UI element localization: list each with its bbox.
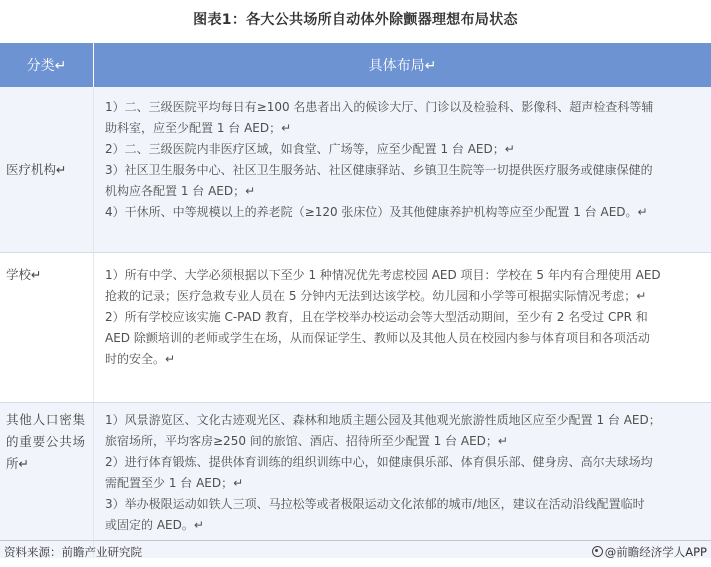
- header-layout: 具体布局↵: [94, 43, 711, 87]
- category-cell: 学校↵: [0, 253, 94, 403]
- layout-line: 3）举办极限运动如铁人三项、马拉松等或者极限运动文化浓郁的城市/地区，建议在活动沿线配置临时: [105, 497, 645, 511]
- layout-line: 2）所有学校应该实施 C-PAD 教育，且在学校举办校运动会等大型活动期间，至少有 2 名受过 CPR 和: [105, 310, 648, 324]
- layout-table: [0, 43, 711, 558]
- layout-line: 旅宿场所，平均客房≥250 间的旅馆、酒店、招待所至少配置 1 台 AED；↵: [105, 434, 508, 448]
- layout-line: 1）二、三级医院平均每日有≥100 名患者出入的候诊大厅、门诊以及检验科、影像科、超声检查科等辅: [105, 100, 654, 114]
- layout-line: 3）社区卫生服务中心、社区卫生服务站、社区健康驿站、乡镇卫生院等一切提供医疗服务或健康保健的: [105, 163, 653, 177]
- layout-line: 时的安全。↵: [105, 352, 176, 366]
- category-cell: 医疗机构↵: [0, 87, 94, 253]
- layout-line: 2）进行体育锻炼、提供体育训练的组织训练中心，如健康俱乐部、体育俱乐部、健身房、高尔夫球场均: [105, 455, 653, 469]
- brand-logo-icon: [592, 546, 603, 557]
- layout-cell: [94, 403, 711, 559]
- table-row-public-places: [0, 403, 711, 559]
- header-category: 分类↵: [0, 43, 94, 87]
- layout-line: 抢救的记录；医疗急救专业人员在 5 分钟内无法到达该学校。幼儿园和小学等可根据实际情况考虑；↵: [105, 289, 647, 303]
- layout-line: 需配置至少 1 台 AED；↵: [105, 476, 244, 490]
- brand-text: @前瞻经济学人APP: [604, 545, 707, 559]
- category-cell: 其他人口密集的重要公共场所↵: [0, 403, 94, 559]
- layout-line: 2）二、三级医院内非医疗区域，如食堂、广场等，应至少配置 1 台 AED；↵: [105, 142, 515, 156]
- layout-line: 1）风景游览区、文化古迹观光区、森林和地质主题公园及其他观光旅游性质地区应至少配置 1 台 AED；: [105, 413, 661, 427]
- layout-line: AED 除颤培训的老师或学生在场，从而保证学生、教师以及其他人员在校园内参与体育项目和各项活动: [105, 331, 650, 345]
- layout-line: 或固定的 AED。↵: [105, 518, 204, 532]
- footer: [0, 540, 711, 561]
- table-row-medical: [0, 87, 711, 253]
- chart-title: 图表1：各大公共场所自动体外除颤器理想布局状态: [193, 12, 518, 28]
- layout-cell: [94, 87, 711, 253]
- layout-cell: [94, 253, 711, 403]
- table-row-school: [0, 253, 711, 403]
- layout-line: 机构应各配置 1 台 AED；↵: [105, 184, 256, 198]
- table-header-row: [0, 43, 711, 87]
- brand-credit: [592, 544, 707, 560]
- layout-line: 1）所有中学、大学必须根据以下至少 1 种情况优先考虑校园 AED 项目：学校在 5 年内有合理使用 AED: [105, 268, 661, 282]
- layout-line: 4）干休所、中等规模以上的养老院（≥120 张床位）及其他健康养护机构等应至少配置 1 台 AED。↵: [105, 205, 648, 219]
- layout-line: 助科室，应至少配置 1 台 AED；↵: [105, 121, 292, 135]
- source-note: 资料来源：前瞻产业研究院: [4, 545, 142, 559]
